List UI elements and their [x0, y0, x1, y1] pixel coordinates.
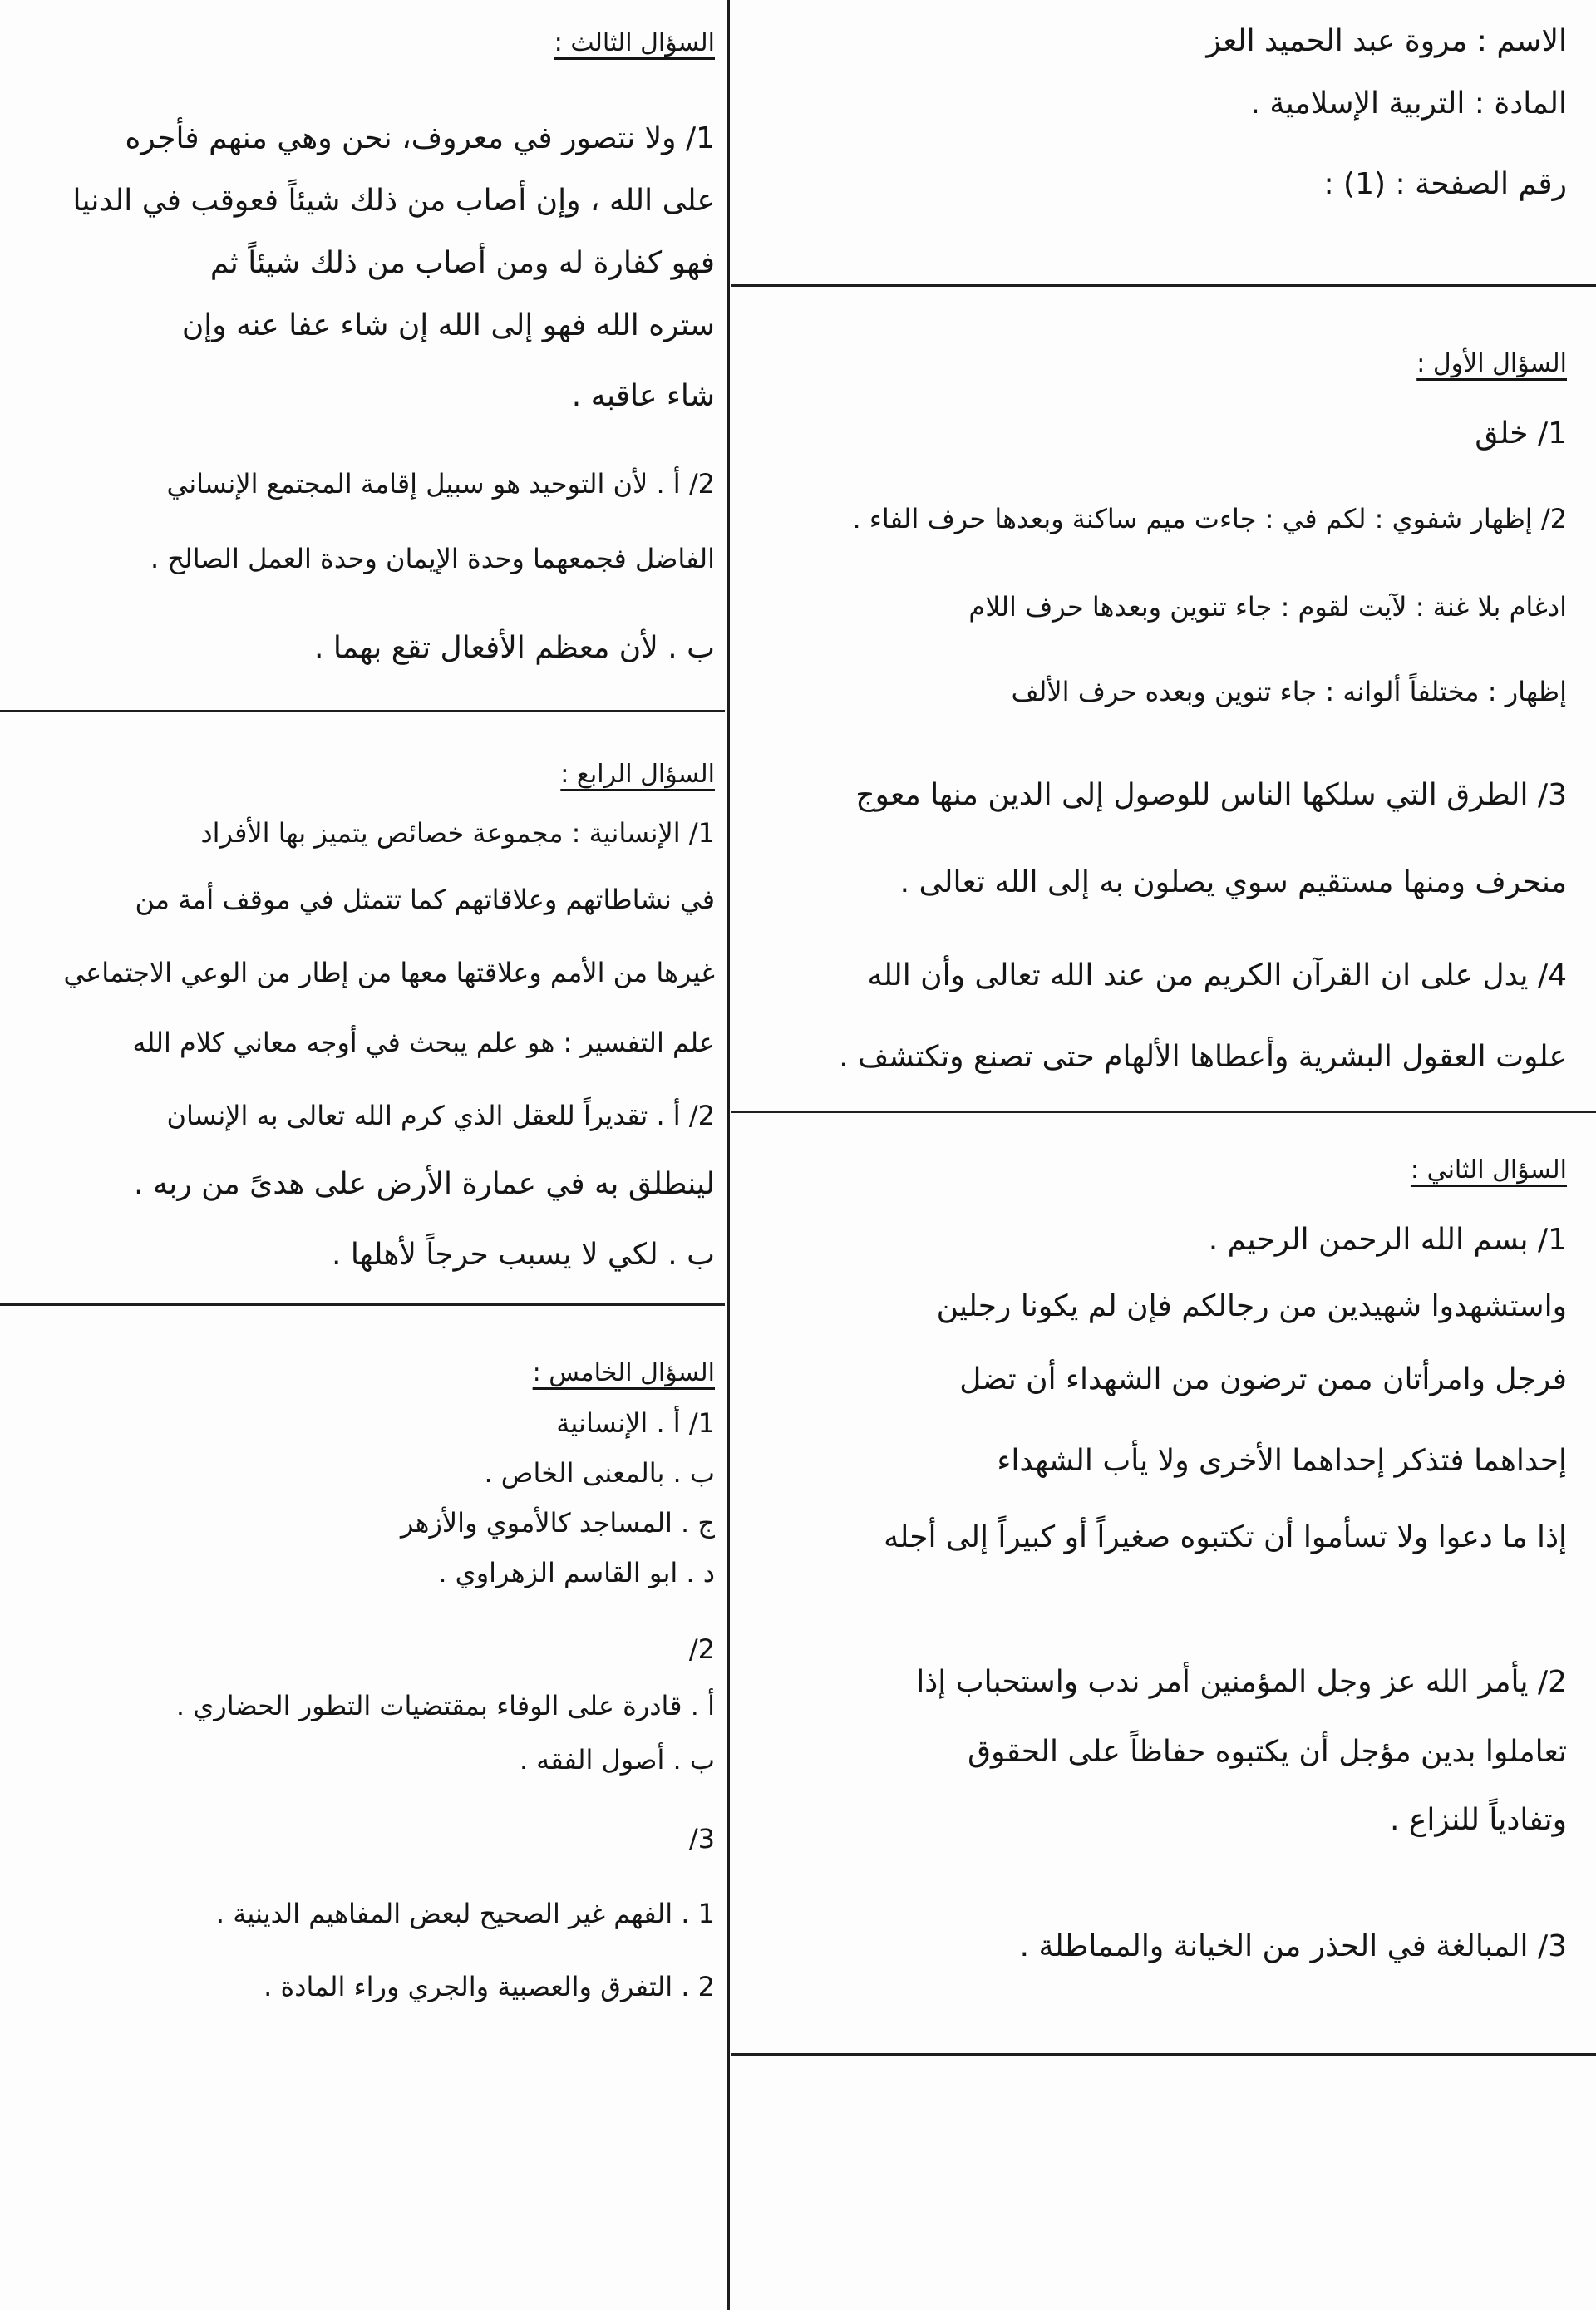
q2-answer-3: 3/ المبالغة في الحذر من الخيانة والمماطلة .: [1019, 1929, 1567, 1963]
divider-header: [732, 284, 1596, 287]
divider-q4: [0, 1303, 725, 1306]
q5-answer-3-2: 2 . التفرق والعصبية والجري وراء المادة .: [264, 1971, 715, 2002]
subject-name: المادة : التربية الإسلامية .: [1250, 86, 1567, 121]
question-5-title: السؤال الخامس :: [532, 1358, 715, 1387]
q5-answer-2b: ب . أصول الفقه .: [519, 1744, 715, 1776]
q1-answer-4: 4/ يدل على ان القرآن الكريم من عند الله تعالى وأن الله: [867, 958, 1567, 992]
q1-line: منحرف ومنها مستقيم سوي يصلون به إلى الله تعالى .: [899, 865, 1567, 899]
q5-answer-1c: ج . المساجد كالأموي والأزهر: [400, 1507, 715, 1539]
question-1-title: السؤال الأول :: [1416, 349, 1567, 378]
question-2-title: السؤال الثاني :: [1410, 1155, 1567, 1185]
q2-verse-line: واستشهدوا شهيدين من رجالكم فإن لم يكونا رجلين: [936, 1289, 1567, 1323]
q4-line: في نشاطاتهم وعلاقاتهم كما تتمثل في موقف أمة من: [135, 884, 715, 915]
q4-line: لينطلق به في عمارة الأرض على هدىً من ربه .: [134, 1167, 715, 1201]
q3-answer-2: 2/ أ . لأن التوحيد هو سبيل إقامة المجتمع الإنساني: [166, 468, 715, 500]
q2-verse-line: إحداهما فتذكر إحداهما الأخرى ولا يأب الشهداء: [997, 1444, 1567, 1478]
column-divider: [727, 0, 730, 2310]
q5-answer-2-label: 2/: [688, 1633, 715, 1665]
divider-q3: [0, 710, 725, 712]
header-section: [744, 0, 1567, 283]
q1-line: علوت العقول البشرية وأعطاها الألهام حتى تصنع وتكتشف .: [839, 1040, 1567, 1074]
question-1-section: [744, 324, 1567, 1106]
q2-verse-line: فرجل وامرأتان ممن ترضون من الشهداء أن تضل: [959, 1362, 1567, 1396]
q3-line: شاء عاقبه .: [571, 379, 715, 413]
q1-answer-2: 2/ إظهار شفوي : لكم في : جاءت ميم ساكنة وبعدها حرف الفاء .: [852, 503, 1567, 534]
question-3-section: [12, 0, 715, 707]
divider-q1: [732, 1111, 1596, 1113]
question-4-section: [12, 731, 715, 1297]
q1-line: إظهار : مختلفاً ألوانه : جاء تنوين وبعده حرف الألف: [1011, 676, 1567, 707]
q3-line: الفاضل فجمعهما وحدة الإيمان وحدة العمل الصالح .: [150, 543, 715, 574]
q5-answer-1b: ب . بالمعنى الخاص .: [484, 1457, 715, 1489]
q2-line: وتفادياً للنزاع .: [1389, 1803, 1567, 1837]
question-2-section: [744, 1130, 1567, 2045]
q3-line: ب . لأن معظم الأفعال تقع بهما .: [313, 631, 715, 665]
q3-answer-1: 1/ ولا نتصور في معروف، نحن وهي منهم فأجره: [125, 121, 715, 155]
question-4-title: السؤال الرابع :: [560, 760, 715, 789]
divider-q2: [732, 2053, 1596, 2056]
page-number: رقم الصفحة : (1) :: [1323, 167, 1567, 201]
question-3-title: السؤال الثالث :: [554, 28, 715, 57]
q1-answer-3: 3/ الطرق التي سلكها الناس للوصول إلى الدين منها معوج: [855, 778, 1567, 812]
q5-answer-3-1: 1 . الفهم غير الصحيح لبعض المفاهيم الدينية .: [215, 1898, 715, 1929]
q5-answer-1a: 1/ أ . الإنسانية: [556, 1407, 715, 1439]
question-5-section: [12, 1322, 715, 2070]
q5-answer-1d: د . ابو القاسم الزهراوي .: [438, 1557, 715, 1588]
q4-line: غيرها من الأمم وعلاقتها معها من إطار من الوعي الاجتماعي: [63, 957, 715, 988]
q1-answer-1: 1/ خلق: [1475, 416, 1567, 451]
student-name: الاسم : مروة عبد الحميد العز: [1206, 24, 1567, 58]
q3-line: ستره الله فهو إلى الله إن شاء عفا عنه وإن: [181, 308, 715, 342]
q3-line: فهو كفارة له ومن أصاب من ذلك شيئاً ثم: [209, 246, 715, 280]
q5-answer-2a: أ . قادرة على الوفاء بمقتضيات التطور الحضاري .: [175, 1690, 715, 1721]
q1-line: ادغام بلا غنة : لآيت لقوم : جاء تنوين وبعدها حرف اللام: [968, 591, 1567, 623]
q2-line: تعاملوا بدين مؤجل أن يكتبوه حفاظاً على الحقوق: [968, 1735, 1567, 1769]
q4-answer-1: 1/ الإنسانية : مجموعة خصائص يتميز بها الأفراد: [200, 817, 715, 849]
q2-answer-2: 2/ يأمر الله عز وجل المؤمنين أمر ندب واستحباب إذا: [916, 1665, 1567, 1699]
q2-answer-1: 1/ بسم الله الرحمن الرحيم .: [1208, 1223, 1567, 1257]
q3-line: على الله ، وإن أصاب من ذلك شيئاً فعوقب في الدنيا: [72, 184, 715, 218]
q4-answer-2: 2/ أ . تقديراً للعقل الذي كرم الله تعالى به الإنسان: [166, 1100, 715, 1131]
q5-answer-3-label: 3/: [688, 1823, 715, 1854]
q2-verse-line: إذا ما دعوا ولا تسأموا أن تكتبوه صغيراً أو كبيراً إلى أجله: [884, 1520, 1567, 1554]
q4-line: علم التفسير : هو علم يبحث في أوجه معاني كلام الله: [132, 1027, 715, 1058]
q4-line: ب . لكي لا يسبب حرجاً لأهلها .: [332, 1238, 715, 1272]
